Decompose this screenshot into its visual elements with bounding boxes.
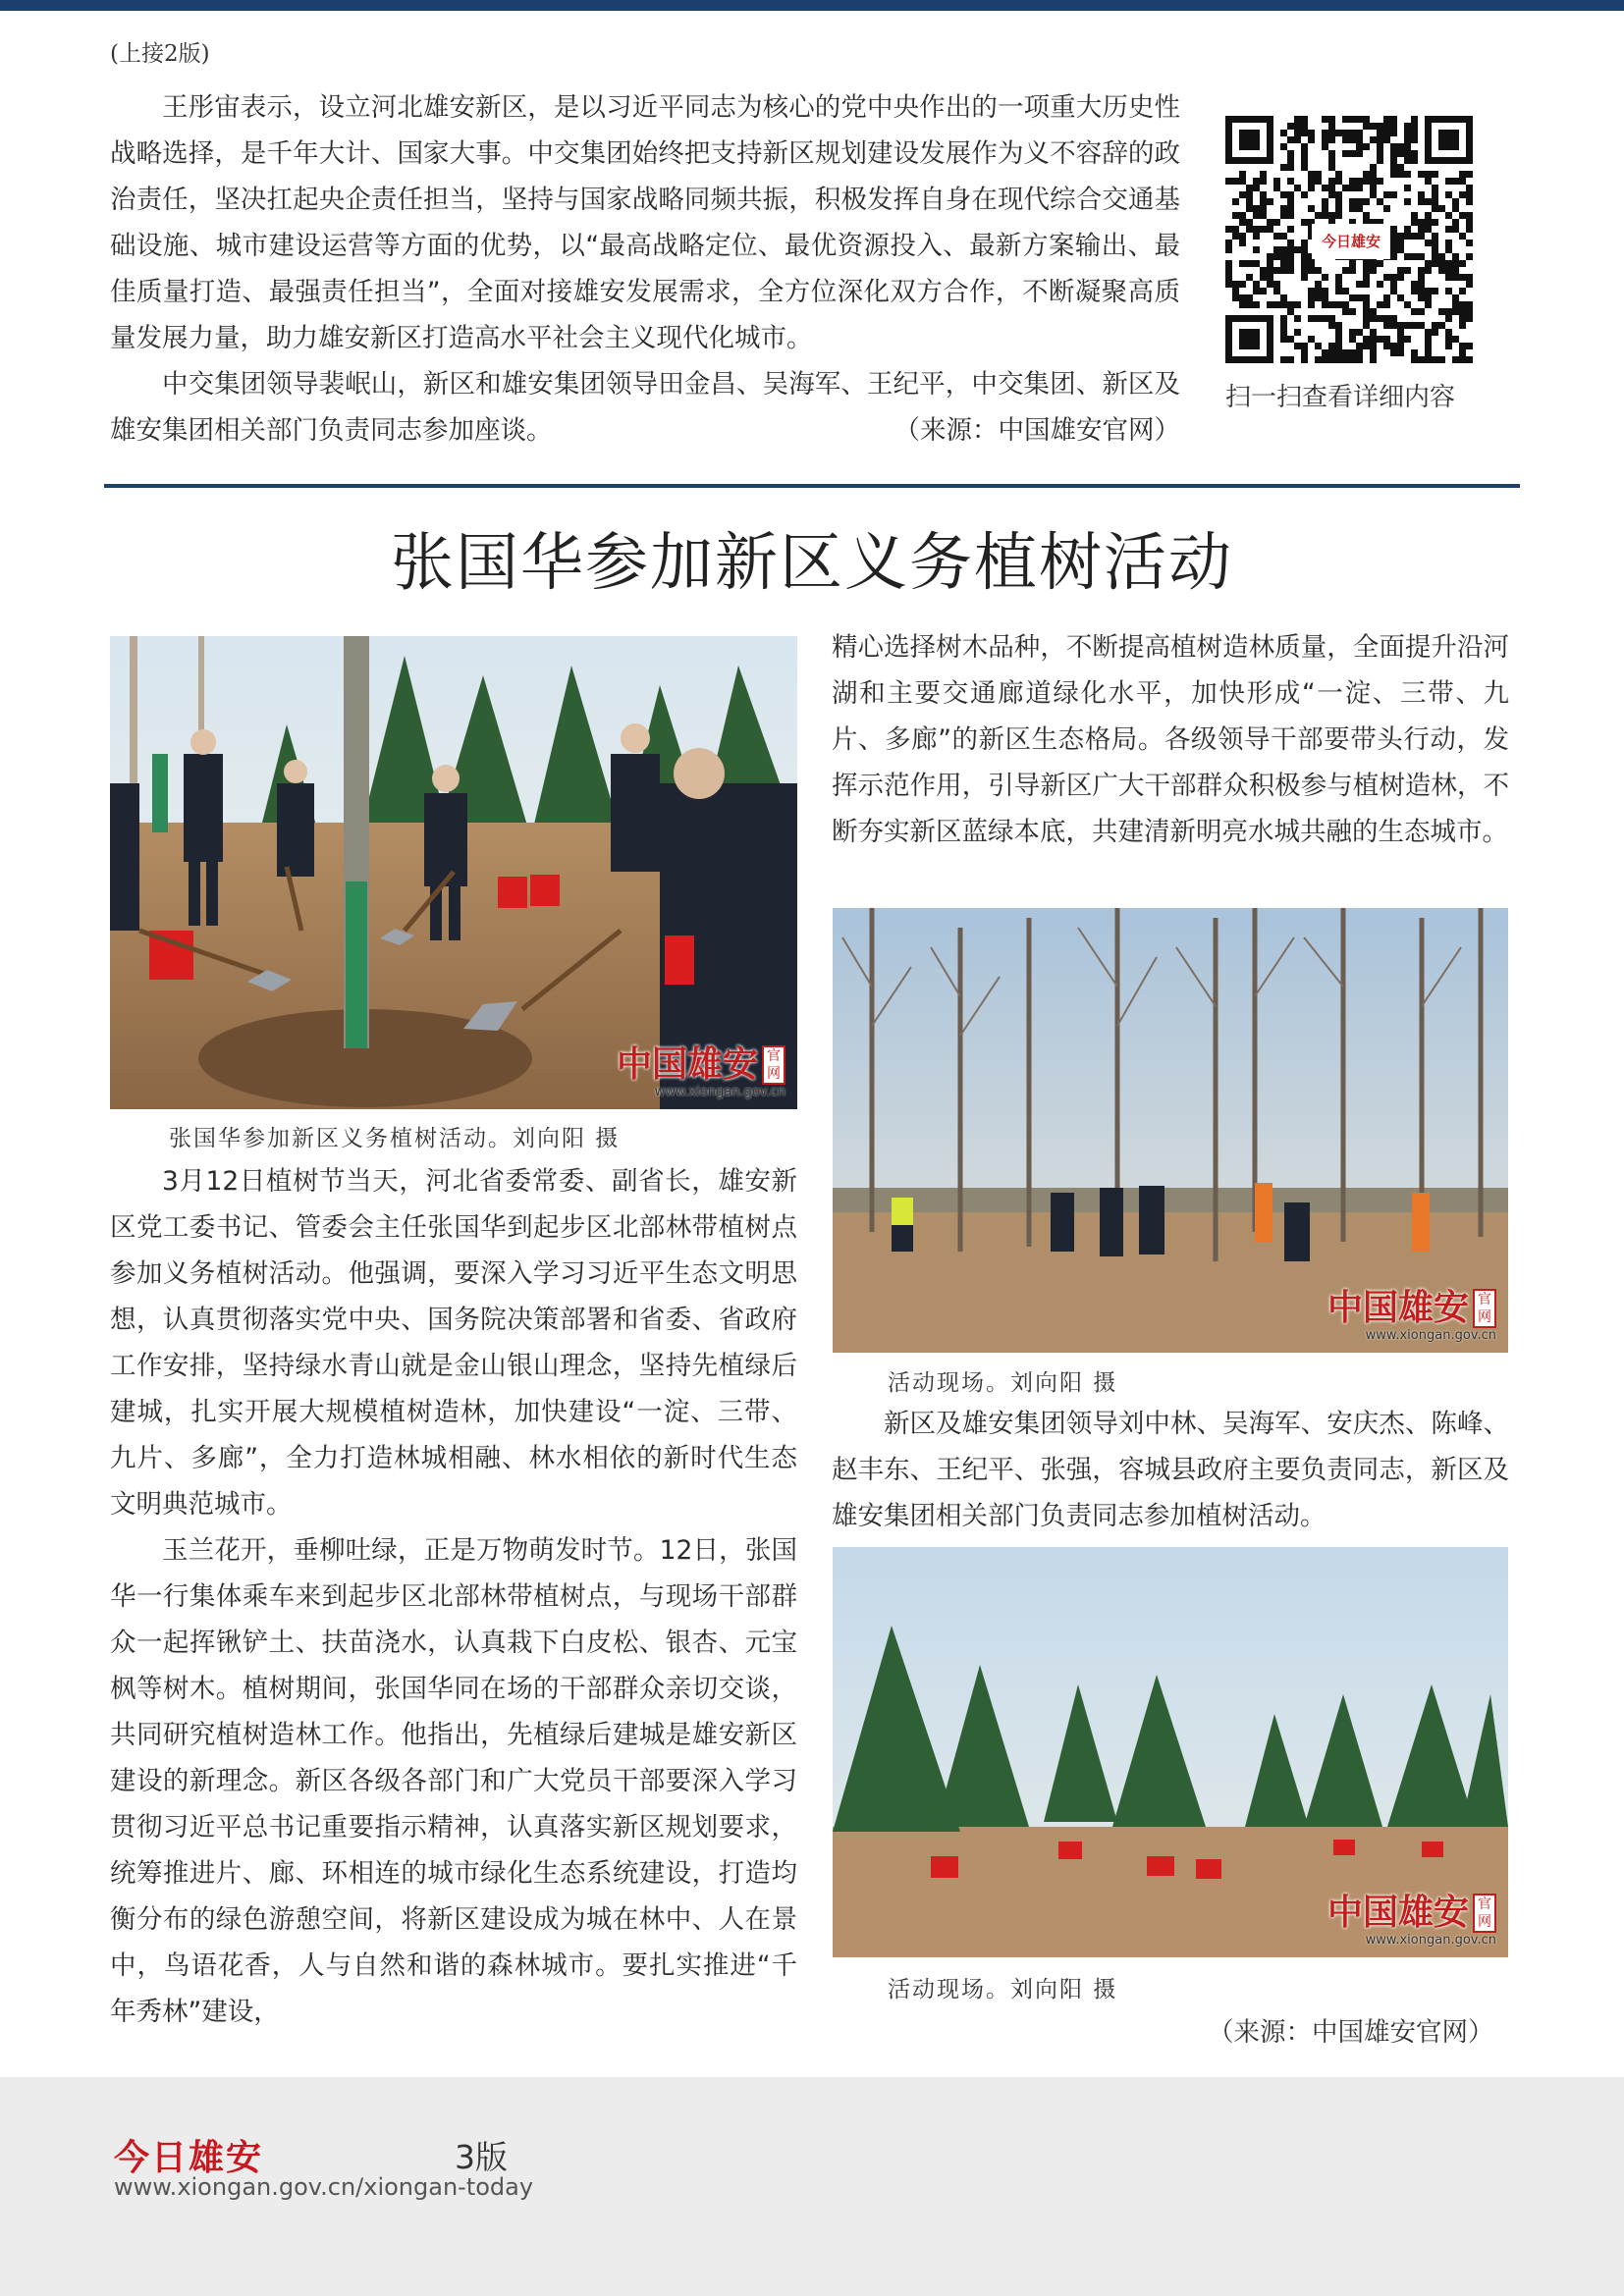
qr-block (1225, 116, 1475, 413)
photo-image (110, 636, 797, 1109)
article-paragraph: 玉兰花开，垂柳吐绿，正是万物萌发时节。12日，张国华一行集体乘车来到起步区北部林带植树点，与现场干部群众一起挥锹铲土、扶苗浇水，认真栽下白皮松、银杏、元宝枫等树木。植树期间，张国华同在场的干部群众亲切交谈，共同研究植树造林工作。他指出，先植绿后建城是雄安新区建设的新理念。新区各级各部门和广大党员干部要深入学习贯彻习近平总书记重要指示精神，认真落实新区规划要求，统筹推进片、廊、环相连的城市绿化生态系统建设，打造均衡分布的绿色游憩空间，将新区建设成为城在林中、人在景中，鸟语花香，人与自然和谐的森林城市。要扎实推进“千年秀林”建设， (110, 1535, 797, 2027)
top-article-source: （来源：中国雄安官网） (893, 415, 1180, 446)
page-number: 3版 (455, 2138, 508, 2176)
continued-label: (上接2版) (110, 41, 210, 67)
photo-activity-site-1 (833, 908, 1508, 1353)
photo-caption: 活动现场。刘向阳 摄 (888, 1977, 1118, 2002)
article-left-column (110, 1158, 797, 2035)
photo-caption: 活动现场。刘向阳 摄 (888, 1370, 1118, 1396)
top-article-paragraph: 中交集团领导裴岷山，新区和雄安集团领导田金昌、吴海军、王纪平，中交集团、新区及雄安集团相关部门负责同志参加座谈。 （来源：中国雄安官网） (110, 361, 1180, 454)
article-right-top (832, 624, 1509, 855)
photo-tree-planting (110, 636, 797, 1109)
headline: 张国华参加新区义务植树活动 (391, 527, 1233, 600)
footer-url[interactable]: www.xiongan.gov.cn/xiongan-today (114, 2173, 534, 2201)
top-accent-bar (0, 0, 1624, 11)
photo-watermark: 中国雄安 官网 www.xiongan.gov.cn (616, 1043, 785, 1099)
qr-logo: 今日雄安 (1312, 224, 1390, 259)
photo-watermark: 中国雄安 官网 www.xiongan.gov.cn (1326, 1892, 1496, 1948)
qr-caption: 扫一扫查看详细内容 (1225, 383, 1456, 412)
top-article-paragraph: 王彤宙表示，设立河北雄安新区，是以习近平同志为核心的党中央作出的一项重大历史性战略选择，是千年大计、国家大事。中交集团始终把支持新区规划建设发展作为义不容辞的政治责任，坚决扛起央企责任担当，坚持与国家战略同频共振，积极发挥自身在现代综合交通基础设施、城市建设运营等方面的优势，以“最高战略定位、最优资源投入、最新方案输出、最佳质量打造、最强责任担当”，全面对接雄安发展需求，全方位深化双方合作，不断凝聚高质量发展力量，助力雄安新区打造高水平社会主义现代化城市。 (110, 92, 1180, 353)
photo-activity-site-2 (833, 1547, 1508, 1957)
photo-watermark: 中国雄安 官网 www.xiongan.gov.cn (1326, 1287, 1496, 1343)
photo-caption: 张国华参加新区义务植树活动。刘向阳 摄 (169, 1126, 621, 1151)
section-divider (104, 484, 1520, 488)
article-paragraph: 精心选择树木品种，不断提高植树造林质量，全面提升沿河湖和主要交通廊道绿化水平，加快形成“一淀、三带、九片、多廊”的新区生态格局。各级领导干部要带头行动，发挥示范作用，引导新区广大干部群众积极参与植树造林，不断夯实新区蓝绿本底，共建清新明亮水城共融的生态城市。 (832, 632, 1509, 847)
article-paragraph: 3月12日植树节当天，河北省委常委、副省长，雄安新区党工委书记、管委会主任张国华到起步区北部林带植树点参加义务植树活动。他强调，要深入学习习近平生态文明思想，认真贯彻落实党中央、国务院决策部署和省委、省政府工作安排，坚持绿水青山就是金山银山理念，坚持先植绿后建城，扎实开展大规模植树造林，加快建设“一淀、三带、九片、多廊”，全力打造林城相融、林水相依的新时代生态文明典范城市。 (110, 1166, 797, 1520)
qr-code[interactable] (1225, 116, 1473, 363)
article-paragraph: 新区及雄安集团领导刘中林、吴海军、安庆杰、陈峰、赵丰东、王纪平、张强，容城县政府主要负责同志，新区及雄安集团相关部门负责同志参加植树活动。 (832, 1409, 1509, 1531)
article-right-mid (832, 1401, 1509, 1539)
top-article (110, 84, 1180, 454)
footer-logo: 今日雄安 (114, 2137, 264, 2178)
article-source: （来源：中国雄安官网） (1208, 2017, 1494, 2048)
